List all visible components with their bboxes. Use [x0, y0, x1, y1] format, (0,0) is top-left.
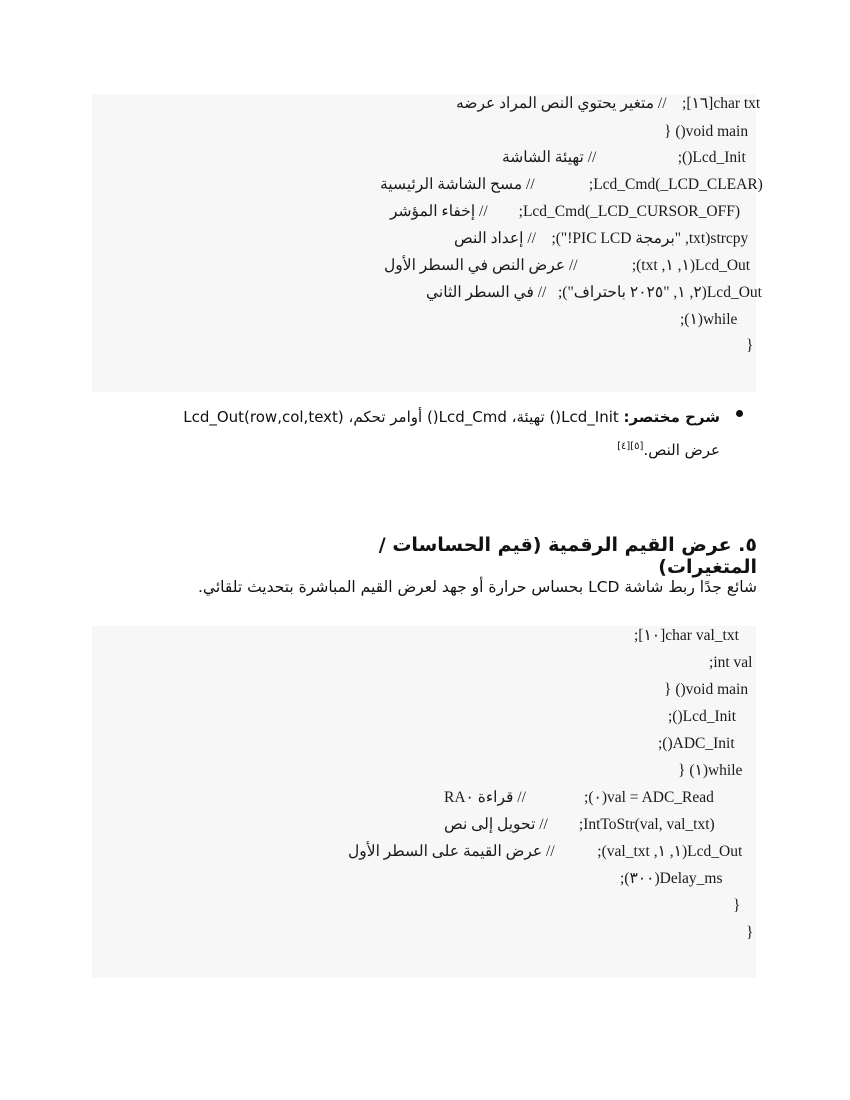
code-line: val = ADC_Read(٠); // قراءة RA٠	[444, 789, 714, 806]
bullet-lead: شرح مختصر:	[623, 408, 720, 426]
code-line: }	[746, 337, 754, 354]
code-line: Lcd_Cmd(_LCD_CLEAR); // مسح الشاشة الرئيسية	[380, 176, 763, 193]
code-line: }	[733, 897, 741, 914]
code-line: }	[746, 924, 754, 941]
citation-ref[interactable]: [٥][٤]	[617, 441, 644, 452]
code-line: Lcd_Out(٢, ١, "٢٠٢٥ باحتراف"); // في السطر الثاني	[426, 284, 762, 301]
bullet-point-icon	[736, 410, 743, 417]
code-line: IntToStr(val, val_txt); // تحويل إلى نص	[444, 816, 715, 833]
bullet-explanation	[150, 402, 720, 465]
code-line: void main() {	[664, 123, 749, 140]
code-line: Delay_ms(٣٠٠);	[620, 870, 723, 887]
code-line: strcpy(txt, "برمجة PIC LCD!"); // إعداد النص	[454, 230, 749, 247]
code-line: char val_txt[١٠];	[634, 627, 739, 644]
code-line: int val;	[709, 654, 753, 671]
code-line: void main() {	[664, 681, 749, 698]
code-line: Lcd_Cmd(_LCD_CURSOR_OFF); // إخفاء المؤشر	[390, 203, 740, 220]
code-line: Lcd_Init(); // تهيئة الشاشة	[502, 149, 746, 166]
code-line: Lcd_Out(١, ١, val_txt); // عرض القيمة على السطر الأول	[348, 843, 743, 860]
bullet-body: Lcd_Init() تهيئة، Lcd_Cmd() أوامر تحكم، Lcd_Out(row,col,text) عرض النص.	[183, 408, 720, 459]
code-block-lcd-text	[92, 94, 763, 392]
code-line: while(١) {	[678, 762, 743, 779]
code-block-sensor-values	[92, 626, 756, 978]
section-heading: ٥. عرض القيم الرقمية (قيم الحساسات / المتغيرات)	[378, 534, 757, 578]
code-line: ADC_Init();	[658, 735, 735, 752]
code-line: while(١);	[680, 311, 738, 328]
code-line: char txt[١٦]; // متغير يحتوي النص المراد عرضه	[456, 95, 761, 112]
section-paragraph: شائع جدًا ربط شاشة LCD بحساس حرارة أو جهد لعرض القيم المباشرة بتحديث تلقائي.	[197, 578, 757, 596]
code-line: Lcd_Init();	[668, 708, 737, 725]
code-line: Lcd_Out(١, ١, txt); // عرض النص في السطر الأول	[384, 257, 751, 274]
